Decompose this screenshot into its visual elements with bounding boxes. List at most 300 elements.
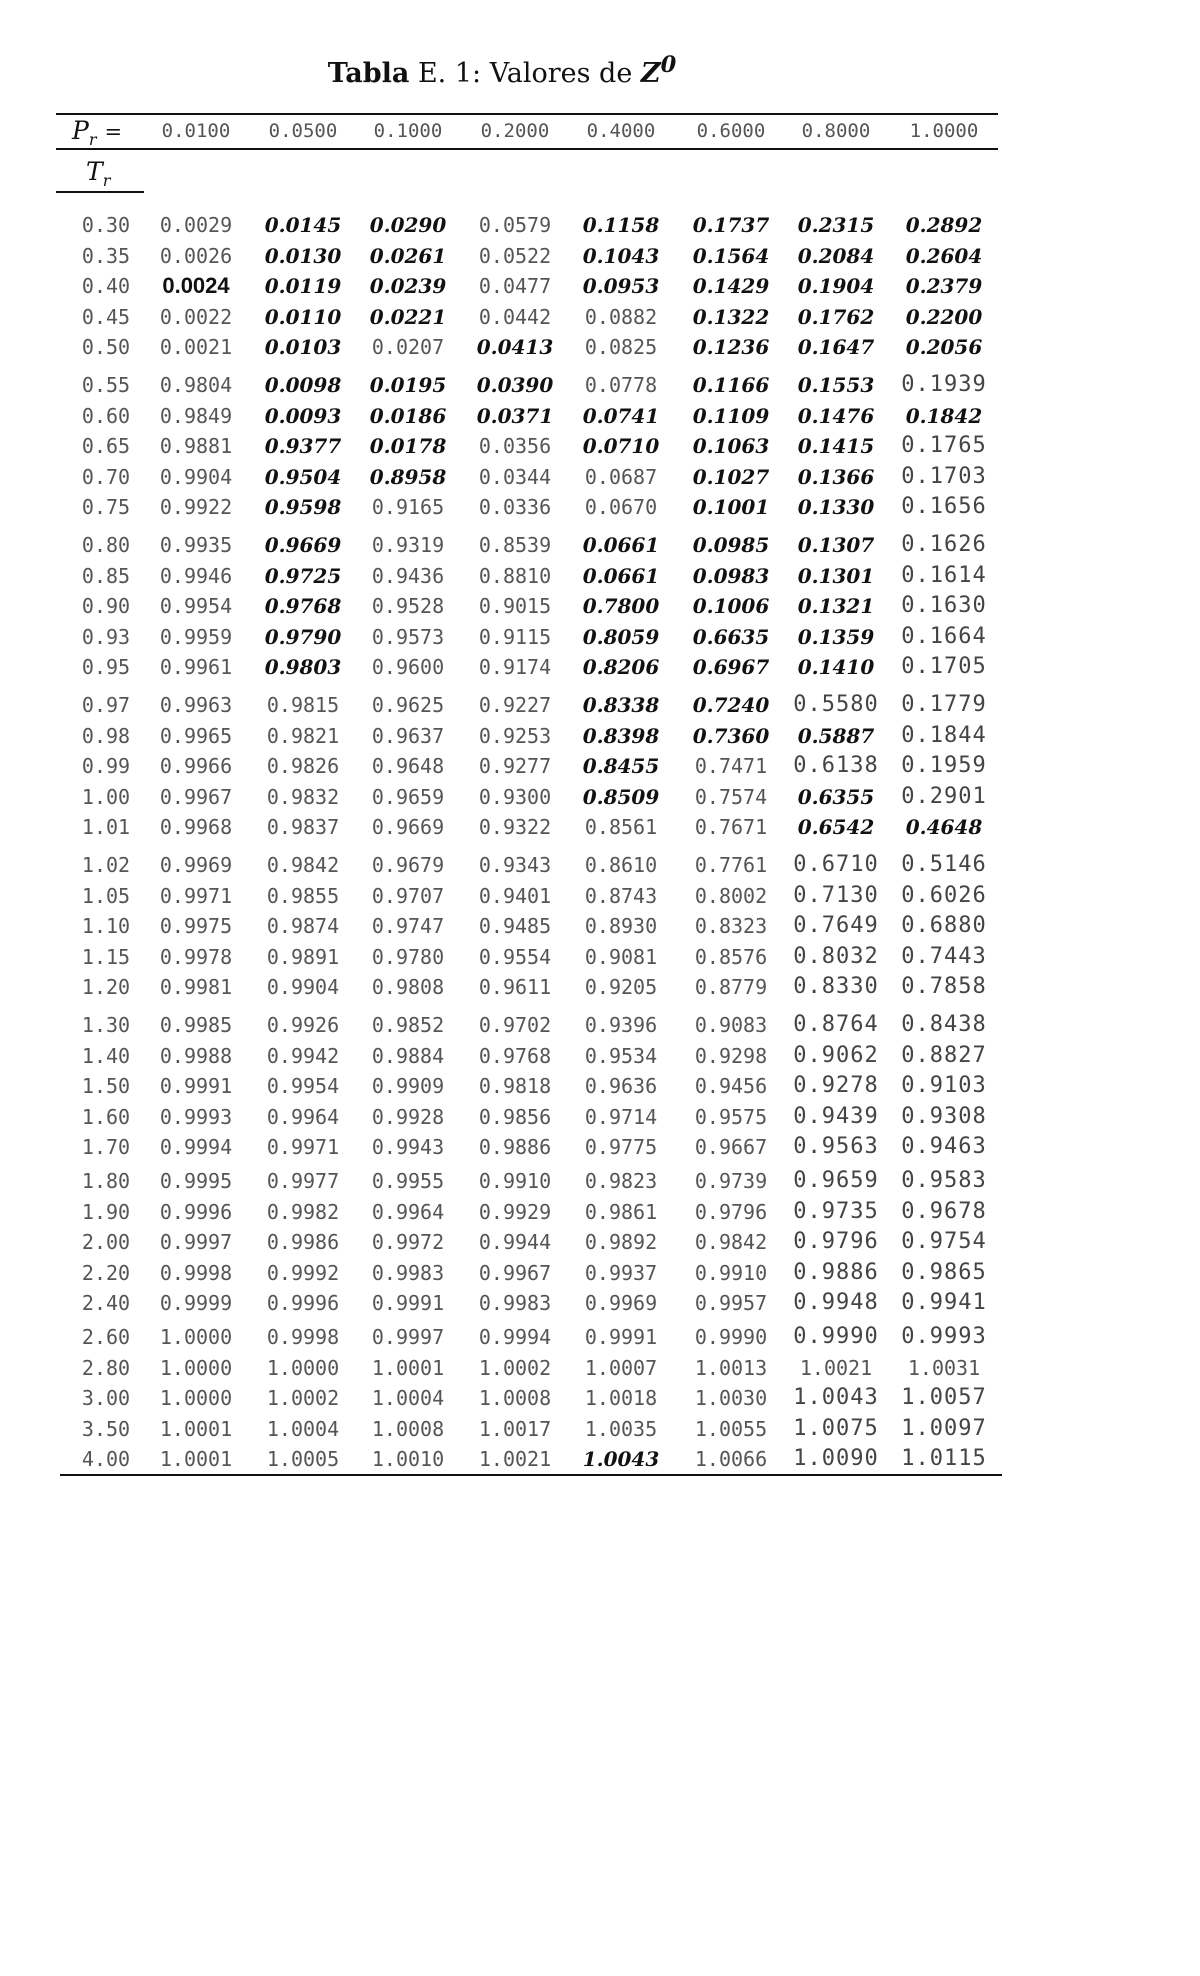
tr-value: 0.55 [81,373,131,397]
table-cell: 0.9943 [371,1135,445,1159]
table-cell: 1.0005 [266,1447,340,1471]
table-cell: 0.0953 [582,274,660,298]
tr-value: 1.01 [81,815,131,839]
tr-value: 0.75 [81,495,131,519]
table-cell: 0.0661 [582,563,660,588]
table-cell: 0.9998 [266,1325,340,1349]
table-cell: 1.0055 [694,1416,768,1441]
table-cell: 0.9856 [478,1104,552,1129]
tr-value: 0.99 [81,754,131,778]
table-cell: 0.9780 [371,944,445,969]
table-cell: 0.9929 [478,1199,552,1224]
tr-value: 0.93 [81,624,131,649]
table-cell: 0.0661 [582,533,660,557]
table-cell: 0.9995 [159,1169,233,1193]
table-cell: 0.7800 [582,594,660,618]
table-cell: 0.8930 [584,914,658,938]
table-cell: 0.9997 [371,1325,445,1349]
table-cell: 0.1307 [797,533,875,557]
table-cell: 0.0687 [584,464,658,489]
table-cell: 0.9768 [478,1043,552,1068]
table-cell: 0.6710 [793,852,879,877]
tr-value: 2.60 [81,1325,131,1349]
table-cell: 0.9965 [159,723,233,748]
table-cell: 0.9747 [371,914,445,938]
table-cell: 1.0018 [584,1386,658,1410]
table-cell: 1.0000 [159,1355,233,1380]
table-cell: 0.1765 [901,433,987,458]
table-cell: 1.0004 [266,1416,340,1441]
table-cell: 0.1001 [692,495,770,519]
table-cell: 0.9891 [266,944,340,969]
table-cell: 0.9165 [371,495,445,519]
table-cell: 0.9964 [266,1104,340,1129]
table-cell: 0.1939 [901,372,987,397]
table-cell: 0.9981 [159,975,233,999]
table-cell: 0.9892 [584,1230,658,1254]
table-cell: 0.9485 [478,914,552,938]
table-cell: 0.0522 [478,243,552,268]
table-cell: 0.9611 [478,975,552,999]
table-cell: 0.1703 [901,463,987,489]
table-cell: 0.9803 [264,655,342,679]
table-cell: 0.9308 [901,1103,987,1129]
table-cell: 0.0882 [584,304,658,329]
table-cell: 0.1705 [901,654,987,679]
tr-value: 0.30 [81,213,131,237]
table-cell: 0.8438 [901,1012,987,1037]
pr-header-cell: 0.2000 [480,120,550,142]
table-cell: 0.1043 [582,243,660,268]
table-cell: 0.9669 [371,815,445,839]
table-cell: 0.9957 [694,1291,768,1315]
table-cell: 0.9909 [371,1074,445,1098]
table-cell: 0.9944 [478,1230,552,1254]
pr-label: $P_r$ = [72,116,123,149]
tr-value: 0.40 [81,274,131,298]
table-cell: 0.1322 [692,304,770,329]
table-cell: 0.9996 [159,1199,233,1224]
table-cell: 0.9986 [266,1230,340,1254]
table-cell: 0.9884 [371,1043,445,1068]
tr-value: 0.60 [81,403,131,428]
table-cell: 0.9796 [694,1199,768,1224]
table-cell: 0.9439 [793,1103,879,1129]
table-cell: 0.9988 [159,1043,233,1068]
tr-value: 2.80 [81,1355,131,1380]
table-cell: 1.0021 [799,1355,873,1380]
table-cell: 1.0021 [478,1447,552,1471]
table-cell: 0.2379 [905,274,983,298]
table-cell: 0.9300 [478,784,552,809]
table-cell: 0.8539 [478,533,552,557]
pr-header-cell: 0.8000 [801,120,871,142]
table-cell: 0.0119 [264,274,342,298]
tr-value: 4.00 [81,1447,131,1471]
table-cell: 0.9886 [478,1135,552,1159]
table-cell: 0.9946 [159,563,233,588]
table-cell: 0.7471 [694,754,768,778]
table-cell: 0.6542 [797,815,875,839]
table-cell: 0.9954 [266,1074,340,1098]
table-cell: 0.9818 [478,1074,552,1098]
table-cell: 0.9754 [901,1229,987,1254]
table-cell: 0.8576 [694,944,768,969]
table-cell: 0.9874 [266,914,340,938]
table-cell: 0.5887 [797,723,875,748]
table-cell: 0.0195 [369,373,447,397]
tr-value: 2.00 [81,1230,131,1254]
table-cell: 0.1006 [692,594,770,618]
table-cell: 0.1429 [692,274,770,298]
table-cell: 0.1321 [797,594,875,618]
table-cell: 0.9852 [371,1013,445,1037]
table-cell: 0.9999 [159,1291,233,1315]
table-cell: 0.9990 [793,1324,879,1349]
table-cell: 0.9861 [584,1199,658,1224]
table-cell: 0.9298 [694,1043,768,1068]
table-cell: 0.9600 [371,655,445,679]
table-cell: 0.1779 [901,692,987,717]
table-cell: 1.0035 [584,1416,658,1441]
table-cell: 0.9967 [478,1260,552,1285]
table-cell: 0.0336 [478,495,552,519]
table-cell: 0.8455 [582,754,660,778]
table-cell: 1.0115 [901,1446,987,1471]
tr-value: 1.50 [81,1074,131,1098]
table-cell: 0.1626 [901,532,987,557]
table-cell: 0.8002 [694,883,768,908]
tr-value: 1.30 [81,1013,131,1037]
tr-value: 0.45 [81,304,131,329]
table-cell: 0.7574 [694,784,768,809]
table-cell: 0.0239 [369,274,447,298]
table-cell: 0.6967 [692,655,770,679]
tr-value: 0.85 [81,563,131,588]
pr-header-cell: 1.0000 [909,120,979,142]
table-cell: 0.9966 [159,754,233,778]
tr-value: 1.15 [81,944,131,969]
tr-value: 0.97 [81,693,131,717]
table-cell: 0.0261 [369,243,447,268]
table-cell: 0.1359 [797,624,875,649]
table-cell: 0.9456 [694,1074,768,1098]
tr-value: 0.65 [81,434,131,458]
tr-value: 1.02 [81,853,131,877]
table-cell: 0.7761 [694,853,768,877]
table-cell: 0.9975 [159,914,233,938]
table-cell: 0.9573 [371,624,445,649]
table-cell: 0.9563 [793,1134,879,1159]
table-cell: 0.0026 [159,243,233,268]
table-cell: 0.8398 [582,723,660,748]
table-cell: 0.9910 [478,1169,552,1193]
table-cell: 0.9815 [266,693,340,717]
table-cell: 0.9808 [371,975,445,999]
table-cell: 0.1630 [901,593,987,618]
table-cell: 0.7360 [692,723,770,748]
table-cell: 0.7858 [901,974,987,999]
table-cell: 1.0000 [159,1325,233,1349]
table-cell: 1.0000 [266,1355,340,1380]
table-cell: 0.9554 [478,944,552,969]
table-cell: 0.0207 [371,335,445,359]
table-cell: 0.1366 [797,464,875,489]
table-cell: 1.0057 [901,1385,987,1410]
table-cell: 1.0017 [478,1416,552,1441]
tr-rule [56,191,144,193]
table-cell: 0.1737 [692,213,770,237]
table-cell: 0.2315 [797,213,875,237]
table-cell: 1.0002 [266,1386,340,1410]
table-cell: 0.1844 [901,722,987,748]
table-cell: 0.9971 [266,1135,340,1159]
table-cell: 0.9725 [264,563,342,588]
table-cell: 0.9768 [264,594,342,618]
table-cell: 0.8779 [694,975,768,999]
table-cell: 0.9804 [159,373,233,397]
table-cell: 0.9679 [371,853,445,877]
table-cell: 1.0001 [371,1355,445,1380]
table-cell: 0.9963 [159,693,233,717]
table-cell: 0.9401 [478,883,552,908]
table-cell: 1.0008 [478,1386,552,1410]
table-cell: 0.0130 [264,243,342,268]
table-cell: 0.9103 [901,1073,987,1098]
table-cell: 0.0442 [478,304,552,329]
table-cell: 0.9993 [159,1104,233,1129]
table-cell: 0.9935 [159,533,233,557]
table-cell: 0.9636 [584,1074,658,1098]
table-cell: 0.9996 [266,1291,340,1315]
table-cell: 0.9959 [159,624,233,649]
table-cell: 0.9991 [584,1325,658,1349]
table-cell: 1.0007 [584,1355,658,1380]
table-cell: 0.1027 [692,464,770,489]
table-cell: 0.9253 [478,723,552,748]
table-cell: 0.2200 [905,304,983,329]
table-cell: 0.0098 [264,373,342,397]
table-cell: 0.9837 [266,815,340,839]
tr-value: 1.00 [81,784,131,809]
table-cell: 0.9528 [371,594,445,618]
tr-value: 1.20 [81,975,131,999]
table-cell: 0.5146 [901,852,987,877]
table-cell: 1.0004 [371,1386,445,1410]
tr-value: 1.60 [81,1104,131,1129]
table-cell: 0.2901 [901,783,987,809]
table-cell: 0.0413 [476,335,554,359]
table-cell: 0.9992 [266,1260,340,1285]
table-cell: 0.9993 [901,1324,987,1349]
table-cell: 0.1842 [905,403,983,428]
table-cell: 0.6880 [901,913,987,938]
table-cell: 0.1664 [901,623,987,649]
table-cell: 0.9832 [266,784,340,809]
table-cell: 0.9174 [478,655,552,679]
table-cell: 0.9969 [584,1291,658,1315]
table-cell: 0.0221 [369,304,447,329]
table-cell: 0.9881 [159,434,233,458]
tr-value: 2.20 [81,1260,131,1285]
table-cell: 0.0356 [478,434,552,458]
table-cell: 0.8810 [478,563,552,588]
table-cell: 0.9977 [266,1169,340,1193]
title-symbol: $Z^0$ [640,52,677,89]
table-cell: 0.9659 [793,1168,879,1193]
table-cell: 0.0186 [369,403,447,428]
table-cell: 0.9904 [266,975,340,999]
table-cell: 0.1301 [797,563,875,588]
table-cell: 0.9083 [694,1013,768,1037]
table-cell: 0.9463 [901,1134,987,1159]
table-cell: 0.9707 [371,883,445,908]
table-cell: 0.9997 [159,1230,233,1254]
table-cell: 0.9062 [793,1042,879,1068]
table-cell: 0.9583 [901,1168,987,1193]
table-cell: 0.1109 [692,403,770,428]
table-cell: 0.1647 [797,335,875,359]
table-cell: 0.9964 [371,1199,445,1224]
table-cell: 1.0001 [159,1416,233,1441]
table-cell: 0.9886 [793,1259,879,1285]
table-cell: 0.9227 [478,693,552,717]
header-rule [56,148,998,150]
table-cell: 0.1063 [692,434,770,458]
table-cell: 0.0110 [264,304,342,329]
table-cell: 0.0145 [264,213,342,237]
table-cell: 0.0579 [478,213,552,237]
table-cell: 0.9968 [159,815,233,839]
table-cell: 0.2056 [905,335,983,359]
table-cell: 0.0022 [159,304,233,329]
pr-header-cell: 0.0100 [161,120,231,142]
table-cell: 0.7671 [694,815,768,839]
table-cell: 0.9961 [159,655,233,679]
table-cell: 0.8827 [901,1042,987,1068]
table-cell: 0.8032 [793,943,879,969]
table-cell: 0.9625 [371,693,445,717]
table-cell: 0.1656 [901,494,987,519]
table-cell: 0.0390 [476,373,554,397]
table-cell: 0.9396 [584,1013,658,1037]
tr-value: 1.80 [81,1169,131,1193]
table-cell: 0.8561 [584,815,658,839]
table-cell: 0.9205 [584,975,658,999]
table-cell: 0.9842 [694,1230,768,1254]
table-cell: 0.9978 [159,944,233,969]
table-cell: 0.1166 [692,373,770,397]
table-cell: 0.9990 [694,1325,768,1349]
tr-value: 1.70 [81,1135,131,1159]
table-cell: 0.9702 [478,1013,552,1037]
table-cell: 0.9826 [266,754,340,778]
table-cell: 1.0043 [793,1385,879,1410]
table-cell: 0.8743 [584,883,658,908]
table-cell: 0.6026 [901,882,987,908]
table-cell: 0.9115 [478,624,552,649]
table-cell: 0.9377 [264,434,342,458]
table-cell: 0.9015 [478,594,552,618]
table-cell: 0.8206 [582,655,660,679]
table-cell: 1.0090 [793,1446,879,1471]
table-cell: 0.5580 [793,692,879,717]
table-cell: 0.0983 [692,563,770,588]
table-cell: 0.9714 [584,1104,658,1129]
table-cell: 0.1330 [797,495,875,519]
table-cell: 0.9735 [793,1198,879,1224]
table-cell: 1.0001 [159,1447,233,1471]
table-cell: 0.9277 [478,754,552,778]
table-cell: 0.9967 [159,784,233,809]
table-cell: 0.9504 [264,464,342,489]
tr-value: 1.90 [81,1199,131,1224]
table-cell: 0.7240 [692,693,770,717]
tr-value: 0.35 [81,243,131,268]
tr-value: 0.80 [81,533,131,557]
table-cell: 0.9985 [159,1013,233,1037]
table-cell: 0.0290 [369,213,447,237]
table-cell: 0.9667 [694,1135,768,1159]
table-cell: 0.9343 [478,853,552,877]
tr-value: 1.40 [81,1043,131,1068]
title-main: E. 1: Valores de [417,58,633,89]
table-cell: 0.9991 [159,1074,233,1098]
table-cell: 0.8958 [369,464,447,489]
table-cell: 1.0010 [371,1447,445,1471]
table-cell: 0.9669 [264,533,342,557]
pr-header-cell: 0.1000 [373,120,443,142]
table-cell: 0.7649 [793,913,879,938]
table-cell: 0.9910 [694,1260,768,1285]
table-cell: 0.1236 [692,335,770,359]
table-cell: 0.9842 [266,853,340,877]
table-cell: 0.9796 [793,1229,879,1254]
table-cell: 1.0043 [582,1447,660,1471]
table-cell: 0.9436 [371,563,445,588]
table-cell: 0.9849 [159,403,233,428]
table-cell: 0.4648 [905,815,983,839]
table-cell: 1.0031 [907,1355,981,1380]
table-cell: 1.0075 [793,1415,879,1441]
table-cell: 0.1904 [797,274,875,298]
table-cell: 1.0002 [478,1355,552,1380]
table-cell: 0.9942 [266,1043,340,1068]
table-cell: 0.9983 [371,1260,445,1285]
table-cell: 0.9865 [901,1259,987,1285]
table-cell: 0.8610 [584,853,658,877]
title-prefix: Tabla [327,58,410,89]
top-rule [56,113,998,115]
table-cell: 1.0097 [901,1415,987,1441]
table-cell: 0.1762 [797,304,875,329]
tr-value: 0.95 [81,655,131,679]
table-cell: 0.9971 [159,883,233,908]
table-cell: 0.1476 [797,403,875,428]
table-cell: 0.9823 [584,1169,658,1193]
table-cell: 0.9575 [694,1104,768,1129]
table-cell: 0.9678 [901,1198,987,1224]
table-cell: 0.0024 [162,273,230,298]
table-cell: 0.9637 [371,723,445,748]
tr-value: 0.98 [81,723,131,748]
table-cell: 0.1553 [797,373,875,397]
table-cell: 0.7130 [793,882,879,908]
table-cell: 0.8509 [582,784,660,809]
table-cell: 0.9322 [478,815,552,839]
table-cell: 0.8323 [694,914,768,938]
tr-value: 0.50 [81,335,131,359]
